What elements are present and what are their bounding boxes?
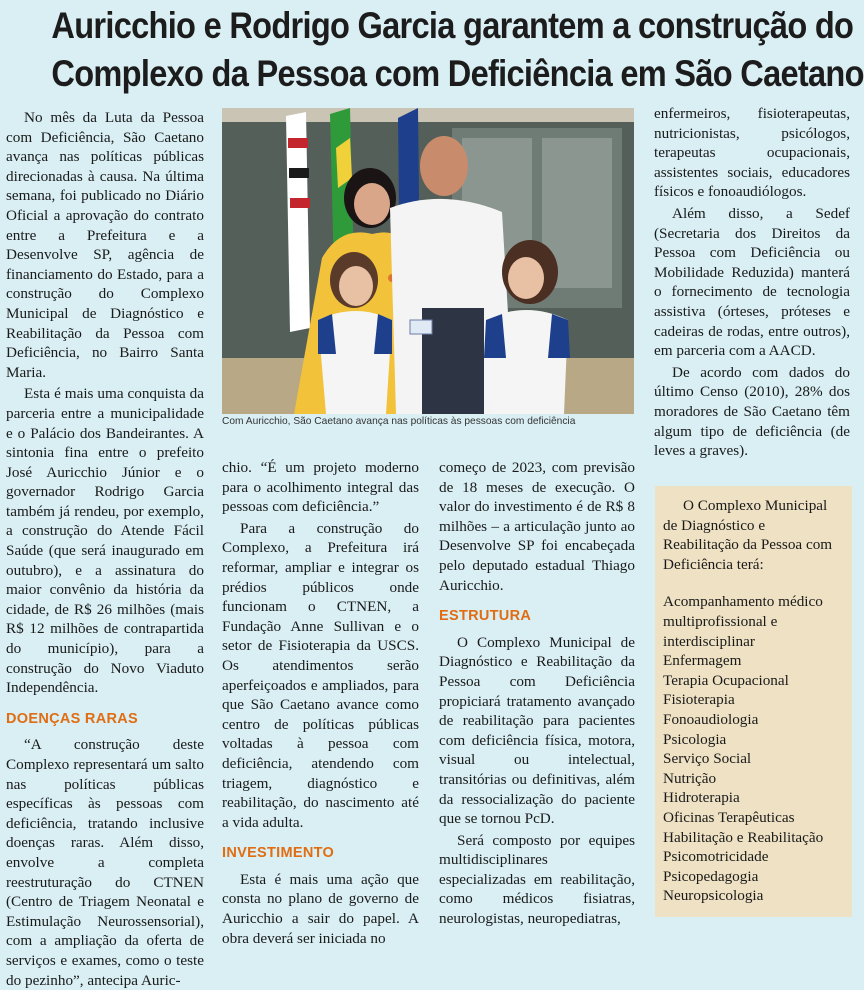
paragraph: Além disso, a Sedef (Secretaria dos Direitos da Pessoa com Deficiência ou Mobilidade Reduzida) manterá o fornecimento de tecnologia assistiva (órteses, próteses e cadeiras de rodas, entre outros), em parceria com a AACD. [654, 204, 850, 360]
section-heading-investimento: INVESTIMENTO [222, 845, 335, 862]
paragraph: chio. “É um projeto moderno para o acolhimento integral das pessoas com deficiência.” [222, 459, 419, 516]
photo-illustration [222, 108, 634, 414]
services-list [663, 592, 844, 906]
list-item: Psicologia [663, 730, 727, 748]
paragraph: enfermeiros, fisioterapeutas, nutricionistas, psicólogos, terapeutas ocupacionais, assistentes sociais, educadores físicos e fonoaudiólogos. [654, 105, 850, 201]
article-column-1 [6, 108, 204, 989]
article-headline [51, 2, 864, 98]
list-item: Fonoaudiologia [663, 710, 759, 728]
section-heading-estrutura: ESTRUTURA [439, 608, 532, 625]
paragraph: De acordo com dados do último Censo (2010), 28% dos moradores de São Caetano têm algum tipo de deficiência (de leves a graves). [654, 363, 850, 460]
headline-line-2: Complexo da Pessoa com Deficiência em São Caetano [51, 53, 864, 94]
photo-caption: Com Auricchio, São Caetano avança nas políticas às pessoas com deficiência [222, 416, 576, 427]
list-item: Hidroterapia [663, 789, 740, 807]
list-item: Serviço Social [663, 750, 752, 768]
paragraph: Esta é mais uma conquista da parceria entre a municipalidade e o Palácio dos Bandeirantes. A sintonia fina entre o prefeito José Auricchio Júnior e o governador Rodrigo Garcia também já rendeu, por exemplo, a construção do Atende Fácil Saúde (que será inaugurado em outubro), e a assinatura do maior convênio da história da cidade, de R$ 26 milhões (mais R$ 12 milhões de contrapartida do município), para a construção do Novo Viaduto Independência. [6, 385, 204, 697]
paragraph: O Complexo Municipal de Diagnóstico e Reabilitação da Pessoa com Deficiência propiciará tratamento avançado de reabilitação para pacientes com deficiência física, motora, visual ou intelectual, transitórias ou definitivas, além da ressocialização do paciente que se tornou PcD. [439, 633, 635, 828]
list-item: Habilitação e Reabilitação [663, 828, 824, 846]
services-box [655, 486, 852, 917]
paragraph: Para a construção do Complexo, a Prefeitura irá reformar, ampliar e integrar os prédios públicos onde funcionam o CTNEN, a Fundação Anne Sullivan e o setor de Fisioterapia da USCS. Os atendimentos serão aperfeiçoados e ampliados, para que São Caetano avance como centro de políticas públicas voltadas à pessoa com deficiência, atendendo com triagem, diagnóstico e reabilitação, do nascimento até a vida adulta. [222, 519, 419, 831]
paragraph: começo de 2023, com previsão de 18 meses de execução. O valor do investimento é de R$ 8 milhões – a articulação junto ao Desenvolve SP foi encabeçada pelo deputado estadual Thiago Auricchio. [439, 459, 635, 594]
section-heading-doencas-raras: DOENÇAS RARAS [6, 710, 138, 727]
article-column-3 [439, 458, 635, 928]
paragraph: Será composto por equipes multidisciplinares especializadas em reabilitação, como médicos fisiatras, neurologistas, neuropediatras, [439, 831, 635, 928]
paragraph: “A construção deste Complexo representará um salto nas políticas públicas específicas às pessoas com deficiência, tratando inclusive doenças raras. Além disso, envolve a completa reestruturação do CTNEN (Centro de Triagem Neonatal e Estimulação Neurossensorial), com a ampliação da oferta de serviços e exames, como o teste do pezinho”, antecipa Auric- [6, 736, 204, 989]
list-item: Enfermagem [663, 652, 742, 670]
list-item: Terapia Ocupacional [663, 671, 789, 689]
paragraph: Esta é mais uma ação que consta no plano de governo de Auricchio a sair do papel. A obra deverá ser iniciada no [222, 870, 419, 947]
paragraph: No mês da Luta da Pessoa com Deficiência, São Caetano avança nas políticas públicas direcionadas à causa. Na última semana, foi publicado no Diário Oficial a aprovação do contrato entre a Prefeitura e a Desenvolve SP, agência de financiamento do Estado, para a construção do Complexo Municipal de Diagnóstico e Reabilitação da Pessoa com Deficiência, no Bairro Santa Maria. [6, 109, 204, 381]
article-photo [222, 108, 634, 414]
services-box-intro: O Complexo Municipal de Diagnóstico e Reabilitação da Pessoa com Deficiência terá: [663, 497, 833, 573]
list-item: Psicopedagogia [663, 867, 759, 885]
list-item: Oficinas Terapêuticas [663, 808, 795, 826]
article-column-2 [222, 458, 419, 947]
list-item: Acompanhamento médico multiprofissional e interdisciplinar [663, 593, 823, 650]
list-item: Nutrição [663, 769, 717, 787]
list-item: Fisioterapia [663, 691, 735, 709]
article-column-4 [654, 104, 850, 476]
list-item: Neuropsicologia [663, 887, 764, 905]
headline-line-1: Auricchio e Rodrigo Garcia garantem a construção do [51, 5, 854, 46]
list-item: Psicomotricidade [663, 848, 769, 866]
